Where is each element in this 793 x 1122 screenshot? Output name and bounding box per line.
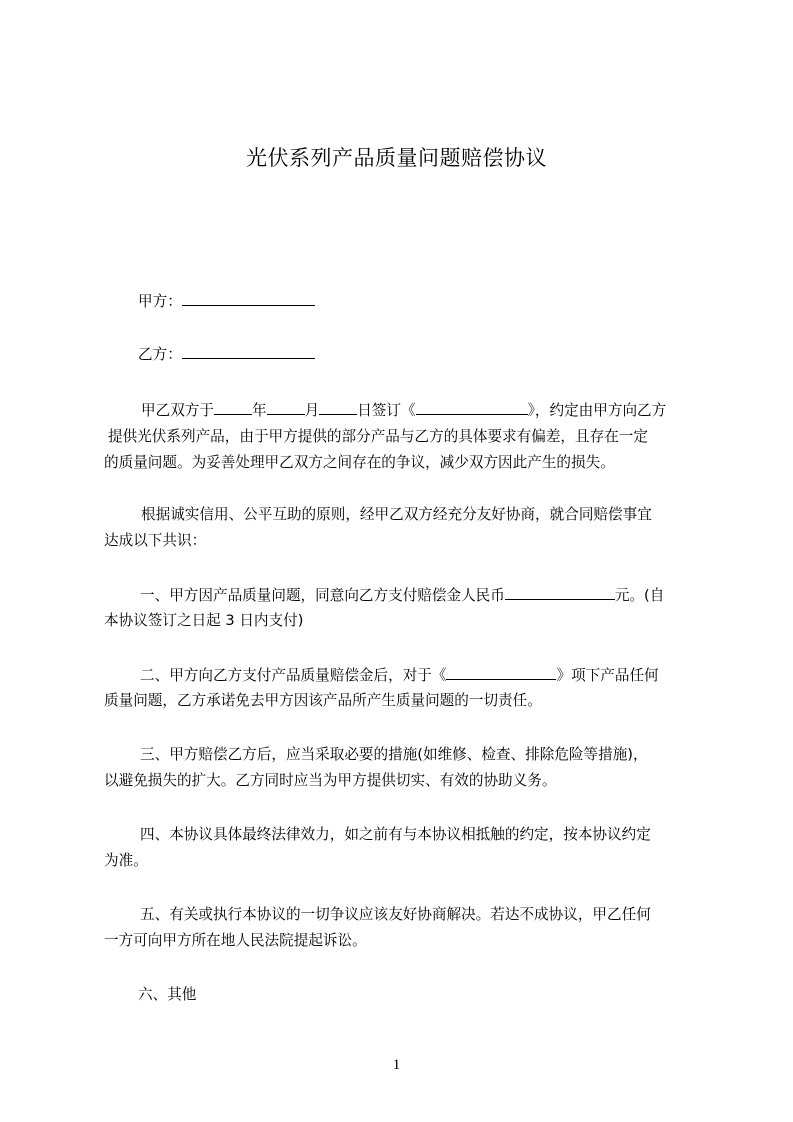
amount-blank: [505, 585, 615, 600]
party-b-blank: [182, 344, 315, 359]
clause-2-line-1: [140, 665, 659, 686]
year-label: 年: [251, 402, 267, 419]
year-blank: [214, 400, 252, 415]
party-b-line: [138, 344, 315, 365]
party-b-label: 乙方：: [138, 346, 182, 363]
principle-line-1: 根据诚实信用、公平互助的原则，经甲乙双方经充分友好协商，就合同赔偿事宜: [141, 506, 652, 523]
clause-1-line-1: [140, 585, 664, 606]
day-blank: [319, 400, 357, 415]
clause-3-line-1: 三、甲方赔偿乙方后，应当采取必要的措施(如维修、检查、排除危险等措施)，: [140, 746, 648, 763]
clause-4-line-1: 四、本协议具体最终法律效力，如之前有与本协议相抵触的约定，按本协议约定: [140, 826, 651, 843]
month-blank: [267, 400, 305, 415]
clause-1-text: 一、甲方因产品质量问题，同意向乙方支付赔偿金人民币: [140, 587, 505, 604]
document-title: 光伏系列产品质量问题赔偿协议: [246, 146, 547, 170]
clause-6-line: 六、其他: [138, 986, 197, 1003]
intro-line-1: [141, 400, 666, 421]
month-label: 月: [304, 402, 320, 419]
clause-5-line-2: 一方可向甲方所在地人民法院提起诉讼。: [104, 932, 367, 949]
page-number: 1: [392, 1057, 401, 1073]
clause-2-text: 二、甲方向乙方支付产品质量赔偿金后，对于《: [140, 667, 447, 684]
intro-line-3: 的质量问题。为妥善处理甲乙双方之间存在的争议，减少双方因此产生的损失。: [104, 454, 615, 471]
clause-1-text: 元。(自: [614, 587, 665, 604]
intro-text: 甲乙双方于: [141, 402, 214, 419]
contract-name-blank: [416, 400, 528, 415]
clause-2-text: 》项下产品任何: [556, 667, 659, 684]
principle-line-2: 达成以下共识：: [104, 532, 207, 549]
clause-3-line-2: 以避免损失的扩大。乙方同时应当为甲方提供切实、有效的协助义务。: [104, 772, 557, 789]
party-a-blank: [182, 291, 315, 306]
clause-5-line-1: 五、有关或执行本协议的一切争议应该友好协商解决。若达不成协议，甲乙任何: [140, 906, 651, 923]
contract-item-blank: [446, 665, 556, 680]
day-label: 日签订《: [357, 402, 416, 419]
clause-4-line-2: 为准。: [104, 852, 148, 869]
party-a-line: [138, 291, 315, 312]
clause-2-line-2: 质量问题，乙方承诺免去甲方因该产品所产生质量问题的一切责任。: [104, 692, 542, 709]
clause-1-line-2: 本协议签订之日起 3 日内支付): [104, 612, 304, 629]
intro-text: 》，约定由甲方向乙方: [527, 402, 667, 419]
intro-line-2: 提供光伏系列产品，由于甲方提供的部分产品与乙方的具体要求有偏差，且存在一定: [108, 428, 648, 445]
party-a-label: 甲方：: [138, 293, 182, 310]
